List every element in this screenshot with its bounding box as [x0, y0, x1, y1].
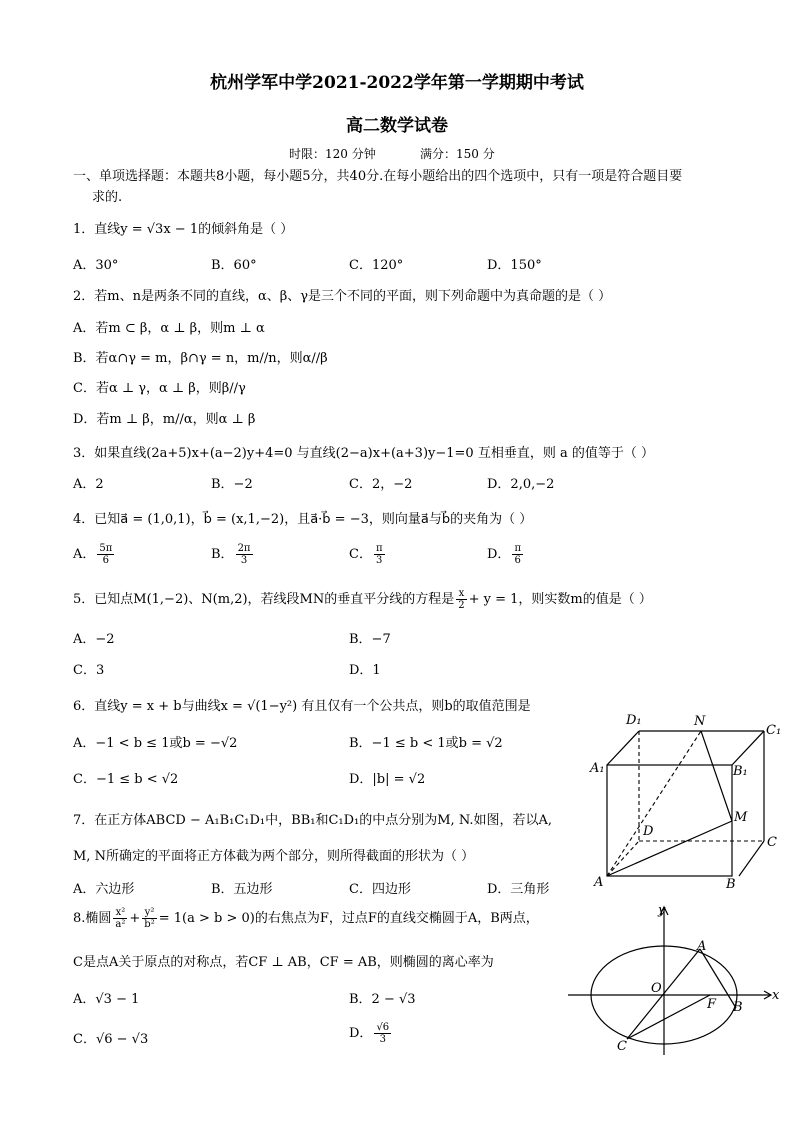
q8-stem-line2: C是点A关于原点的对称点，若CF ⊥ AB，CF = AB，则椭圆的离心率为 [73, 955, 494, 970]
q4-a-num: 5π [99, 543, 113, 554]
paper-subtitle: 高二数学试卷 [346, 116, 448, 136]
label-a1: A₁ [590, 761, 605, 776]
q4-option-c-label: C． [349, 547, 372, 562]
q8-option-d[interactable] [349, 1022, 393, 1045]
q8-d-num: √6 [376, 1022, 390, 1033]
q1-option-d[interactable]: D．150° [487, 258, 542, 273]
q5-option-d[interactable]: D．1 [349, 663, 381, 678]
q2-stem: 2．若m、n是两条不同的直线，α、β、γ是三个不同的平面，则下列命题中为真命题的是（ ） [73, 289, 612, 304]
edge-bc [739, 841, 764, 876]
line-ab [700, 949, 736, 1008]
label-ellipse-b: B [733, 1000, 743, 1015]
q8-option-c[interactable]: C．√6 − √3 [73, 1032, 149, 1047]
q1-stem: 1．直线y = √3x − 1的倾斜角是（ ） [73, 222, 294, 237]
edge-b1c1 [732, 731, 764, 765]
q2-option-d[interactable]: D．若m ⊥ β，m//α，则α ⊥ β [73, 412, 256, 427]
q5-stem [73, 588, 652, 611]
q5-option-b[interactable]: B．−7 [349, 632, 391, 647]
front-face [607, 765, 732, 876]
q5-option-c[interactable]: C．3 [73, 663, 105, 678]
q5-frac-den: 2 [458, 600, 465, 611]
edge-ad-hidden [607, 841, 639, 876]
label-ellipse-c: C [617, 1039, 627, 1054]
q4-option-a-label: A． [73, 547, 96, 562]
q4-option-b[interactable] [211, 543, 255, 566]
q5-option-a[interactable]: A．−2 [73, 632, 115, 647]
label-y: y [658, 903, 666, 918]
label-b: B [726, 877, 736, 892]
q4-b-num: 2π [237, 543, 251, 554]
q3-option-d[interactable]: D．2,0,−2 [487, 477, 555, 492]
exam-title: 杭州学军中学2021-2022学年第一学期期中考试 [210, 73, 584, 93]
q5-frac-num: x [456, 588, 466, 600]
q8-option-b[interactable]: B．2 − √3 [349, 992, 416, 1007]
q8-frac2-den: b² [144, 919, 155, 930]
q4-option-b-label: B． [211, 547, 234, 562]
q5-stem-after: + y = 1，则实数m的值是（ ） [468, 592, 652, 607]
edge-an-hidden [607, 731, 701, 876]
edge-am [607, 821, 732, 876]
q4-c-num: π [375, 543, 383, 554]
q3-option-c[interactable]: C．2，−2 [349, 477, 413, 492]
q7-stem-line2: M, N所确定的平面将正方体截为两个部分，则所得截面的形状为（ ） [73, 849, 475, 864]
q4-d-den: 6 [514, 555, 521, 566]
q4-stem: 4．已知a⃗ = (1,0,1)，b⃗ = (x,1,−2)，且a⃗·b⃗ = −3，则向量a⃗与b⃗的夹角为（ ） [73, 512, 533, 527]
ellipse-figure [564, 900, 788, 1060]
q6-stem: 6．直线y = x + b与曲线x = √(1−y²) 有且仅有一个公共点，则b的取值范围是 [73, 699, 531, 714]
full-score: 满分：150 分 [420, 147, 495, 161]
label-d: D [643, 824, 654, 839]
q8-stem [73, 907, 539, 930]
q8-frac2-num: y² [142, 907, 156, 919]
q5-stem-before: 5．已知点M(1,−2)、N(m,2)，若线段MN的垂直平分线的方程是 [73, 592, 455, 607]
q8-frac1-num: x² [113, 907, 127, 919]
q3-option-a[interactable]: A．2 [73, 477, 104, 492]
q1-option-c[interactable]: C．120° [349, 258, 404, 273]
q4-d-num: π [514, 543, 522, 554]
q7-option-d[interactable]: D．三角形 [487, 882, 550, 897]
q8-stem-before: 8.椭圆 [73, 911, 112, 926]
q8-d-den: 3 [379, 1034, 386, 1045]
q8-frac1-den: a² [115, 919, 126, 930]
label-n: N [694, 714, 706, 729]
q7-option-a[interactable]: A．六边形 [73, 882, 135, 897]
label-m: M [734, 810, 748, 825]
section-instruction-line2: 求的. [92, 190, 123, 205]
q8-option-d-label: D． [349, 1026, 373, 1041]
q4-option-d[interactable] [487, 543, 525, 566]
q8-plus: + [129, 911, 141, 926]
q4-c-den: 3 [376, 555, 383, 566]
label-d1: D₁ [626, 713, 642, 728]
edge-nm [701, 731, 732, 821]
q8-option-a[interactable]: A．√3 − 1 [73, 992, 140, 1007]
q6-option-d[interactable]: D．|b| = √2 [349, 772, 426, 787]
q4-option-c[interactable] [349, 543, 387, 566]
q4-b-den: 3 [240, 555, 248, 566]
line-cf [627, 995, 710, 1039]
time-limit: 时限：120 分钟 [289, 147, 376, 161]
q1-option-b[interactable]: B．60° [211, 258, 257, 273]
label-ellipse-a: A [697, 939, 707, 954]
label-o: O [651, 981, 662, 996]
label-x: x [772, 988, 780, 1003]
label-a: A [594, 875, 604, 890]
label-f: F [707, 997, 717, 1012]
label-c: C [767, 835, 777, 850]
q8-stem-after: = 1(a > b > 0)的右焦点为F，过点F的直线交椭圆于A，B两点， [158, 911, 539, 926]
edge-a1d1 [607, 731, 639, 765]
q3-option-b[interactable]: B．−2 [211, 477, 253, 492]
q7-option-c[interactable]: C．四边形 [349, 882, 411, 897]
q2-option-b[interactable]: B．若α∩γ = m，β∩γ = n，m//n，则α//β [73, 351, 328, 366]
label-b1: B₁ [733, 764, 748, 779]
q4-option-a[interactable] [73, 543, 116, 566]
q6-option-c[interactable]: C．−1 ≤ b < √2 [73, 772, 179, 787]
q1-option-a[interactable]: A．30° [73, 258, 119, 273]
q2-option-a[interactable]: A．若m ⊂ β，α ⊥ β，则m ⊥ α [73, 321, 265, 336]
q3-stem: 3．如果直线(2a+5)x+(a−2)y+4=0 与直线(2−a)x+(a+3)y−1=0 互相垂直，则 a 的值等于（ ） [73, 446, 654, 461]
cube-figure [580, 708, 786, 894]
label-c1: C₁ [766, 723, 782, 738]
q2-option-c[interactable]: C．若α ⊥ γ，α ⊥ β，则β//γ [73, 381, 246, 396]
q7-stem-line1: 7．在正方体ABCD − A₁B₁C₁D₁中，BB₁和C₁D₁的中点分别为M, N.如图，若以A, [73, 813, 553, 828]
q6-option-b[interactable]: B．−1 ≤ b < 1或b = √2 [349, 736, 503, 751]
q6-option-a[interactable]: A．−1 < b ≤ 1或b = −√2 [73, 736, 238, 751]
q7-option-b[interactable]: B．五边形 [211, 882, 273, 897]
q4-a-den: 6 [102, 555, 110, 566]
q4-option-d-label: D． [487, 547, 511, 562]
section-instruction-line1: 一、单项选择题：本题共8小题，每小题5分，共40分.在每小题给出的四个选项中，只有一项是符合题目要 [73, 169, 683, 184]
